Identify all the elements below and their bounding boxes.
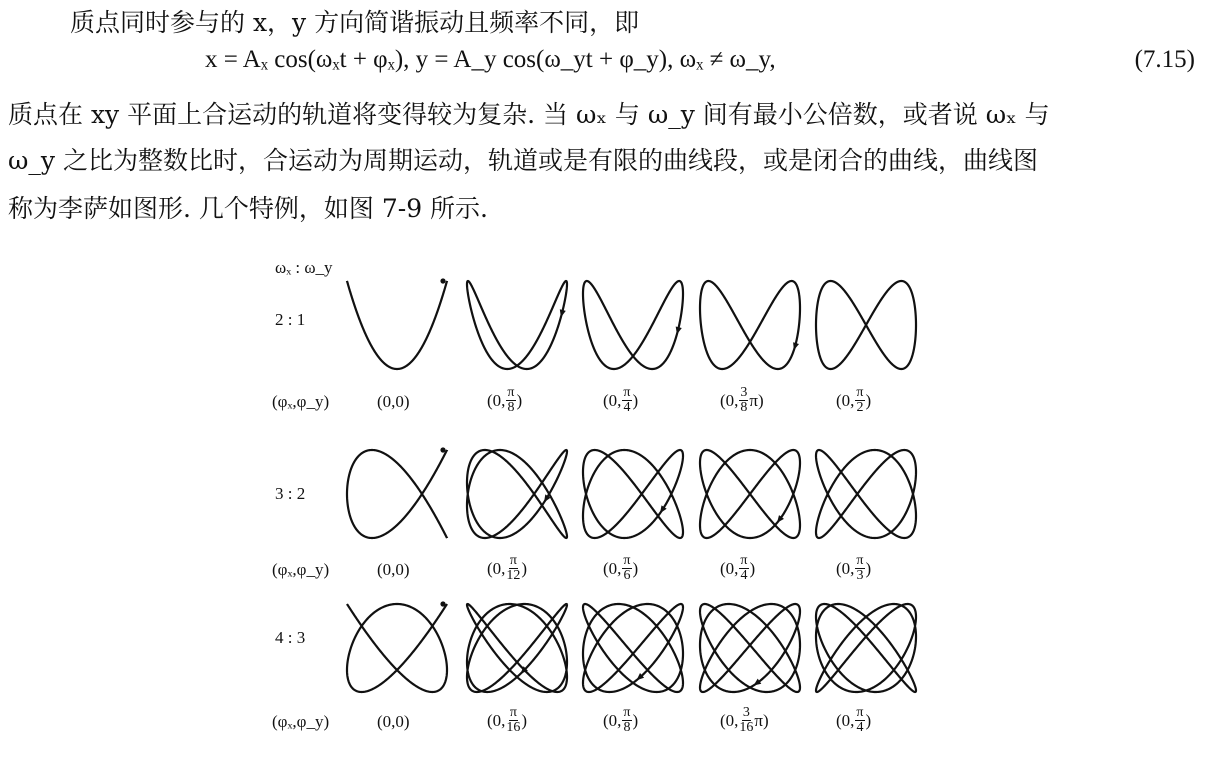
fraction-denominator: 3 <box>856 568 864 583</box>
ratio-header: ωₓ : ω_y <box>275 258 333 277</box>
paragraph-line-4: 称为李萨如图形. 几个特例，如图 7-9 所示. <box>8 194 488 223</box>
fraction-denominator: 4 <box>623 400 631 415</box>
phase-suffix: ) <box>632 710 639 730</box>
phase-suffix: π) <box>749 390 764 410</box>
fraction-denominator: 12 <box>506 568 521 583</box>
phase-axis-label: (φₓ,φ_y) <box>272 392 330 411</box>
fraction-denominator: 16 <box>506 720 521 735</box>
phase-prefix: (0, <box>720 558 739 578</box>
lissajous-curve <box>467 604 567 692</box>
ratio-label: 2 : 1 <box>275 310 306 329</box>
fraction-denominator: 4 <box>740 568 748 583</box>
phase-prefix: (0, <box>487 558 506 578</box>
phase-prefix: (0, <box>487 710 506 730</box>
fraction-numerator: 3 <box>742 705 750 720</box>
paragraph-line-3: ω_y 之比为整数比时，合运动为周期运动，轨道或是有限的曲线段，或是闭合的曲线，曲线图 <box>8 146 1038 175</box>
phase-suffix: ) <box>865 558 872 578</box>
fraction-denominator: 8 <box>740 400 748 415</box>
phase-suffix: ) <box>632 390 639 410</box>
curve-start-dot <box>440 601 445 606</box>
ratio-label: 3 : 2 <box>275 484 306 503</box>
fraction-numerator: π <box>509 705 517 720</box>
lissajous-curve <box>583 604 683 692</box>
fraction-denominator: 16 <box>739 720 754 735</box>
phase-prefix: (0,0) <box>377 392 410 411</box>
lissajous-curve <box>700 450 800 538</box>
fraction-denominator: 6 <box>623 568 631 583</box>
phase-prefix: (0, <box>603 558 622 578</box>
lissajous-curve <box>583 281 683 369</box>
ratio-label: 4 : 3 <box>275 628 306 647</box>
phase-prefix: (0,0) <box>377 560 410 579</box>
fraction-numerator: π <box>740 553 748 568</box>
fraction-numerator: π <box>856 385 864 400</box>
lissajous-curve <box>700 281 800 369</box>
phase-prefix: (0, <box>836 710 855 730</box>
equation-number: (7.15) <box>1134 46 1195 73</box>
phase-suffix: π) <box>754 710 769 730</box>
lissajous-curve <box>816 450 916 538</box>
phase-suffix: ) <box>865 390 872 410</box>
lissajous-curve <box>583 450 683 538</box>
equation-body: x = Aₓ cos(ωₓt + φₓ), y = A_y cos(ω_yt + φ_y), ωₓ ≠ ω_y, <box>205 46 776 73</box>
fraction-numerator: π <box>856 553 864 568</box>
lissajous-curve <box>347 281 447 369</box>
fraction-denominator: 2 <box>856 400 864 415</box>
fraction-numerator: π <box>507 385 515 400</box>
phase-prefix: (0, <box>836 558 855 578</box>
phase-prefix: (0, <box>720 390 739 410</box>
phase-prefix: (0, <box>603 390 622 410</box>
phase-prefix: (0, <box>720 710 739 730</box>
lissajous-curve <box>467 450 567 538</box>
phase-prefix: (0, <box>603 710 622 730</box>
fraction-numerator: π <box>856 705 864 720</box>
fraction-numerator: π <box>509 553 517 568</box>
fraction-denominator: 8 <box>507 400 515 415</box>
phase-suffix: ) <box>749 558 756 578</box>
lissajous-curve <box>816 281 916 369</box>
phase-axis-label: (φₓ,φ_y) <box>272 560 330 579</box>
fraction-numerator: π <box>623 705 631 720</box>
fraction-numerator: π <box>623 553 631 568</box>
lissajous-curve <box>347 604 447 692</box>
fraction-denominator: 4 <box>856 720 864 735</box>
curve-start-dot <box>440 278 445 283</box>
paragraph-line-2: 质点在 xy 平面上合运动的轨道将变得较为复杂. 当 ωₓ 与 ω_y 间有最小公倍数，或者说 ωₓ 与 <box>8 100 1050 129</box>
direction-arrow <box>793 342 799 350</box>
phase-suffix: ) <box>865 710 872 730</box>
fraction-numerator: π <box>623 385 631 400</box>
fraction-denominator: 8 <box>623 720 631 735</box>
lissajous-curve <box>816 604 916 692</box>
curve-start-dot <box>440 447 445 452</box>
phase-suffix: ) <box>516 390 523 410</box>
phase-axis-label: (φₓ,φ_y) <box>272 712 330 731</box>
fraction-numerator: 3 <box>740 385 748 400</box>
phase-suffix: ) <box>521 710 528 730</box>
phase-suffix: ) <box>521 558 528 578</box>
phase-prefix: (0,0) <box>377 712 410 731</box>
phase-suffix: ) <box>632 558 639 578</box>
lissajous-curve <box>347 450 447 538</box>
paragraph-line-1: 质点同时参与的 x，y 方向简谐振动且频率不同，即 <box>70 8 640 37</box>
lissajous-curve <box>700 604 800 692</box>
lissajous-curve <box>467 281 567 369</box>
phase-prefix: (0, <box>487 390 506 410</box>
phase-prefix: (0, <box>836 390 855 410</box>
